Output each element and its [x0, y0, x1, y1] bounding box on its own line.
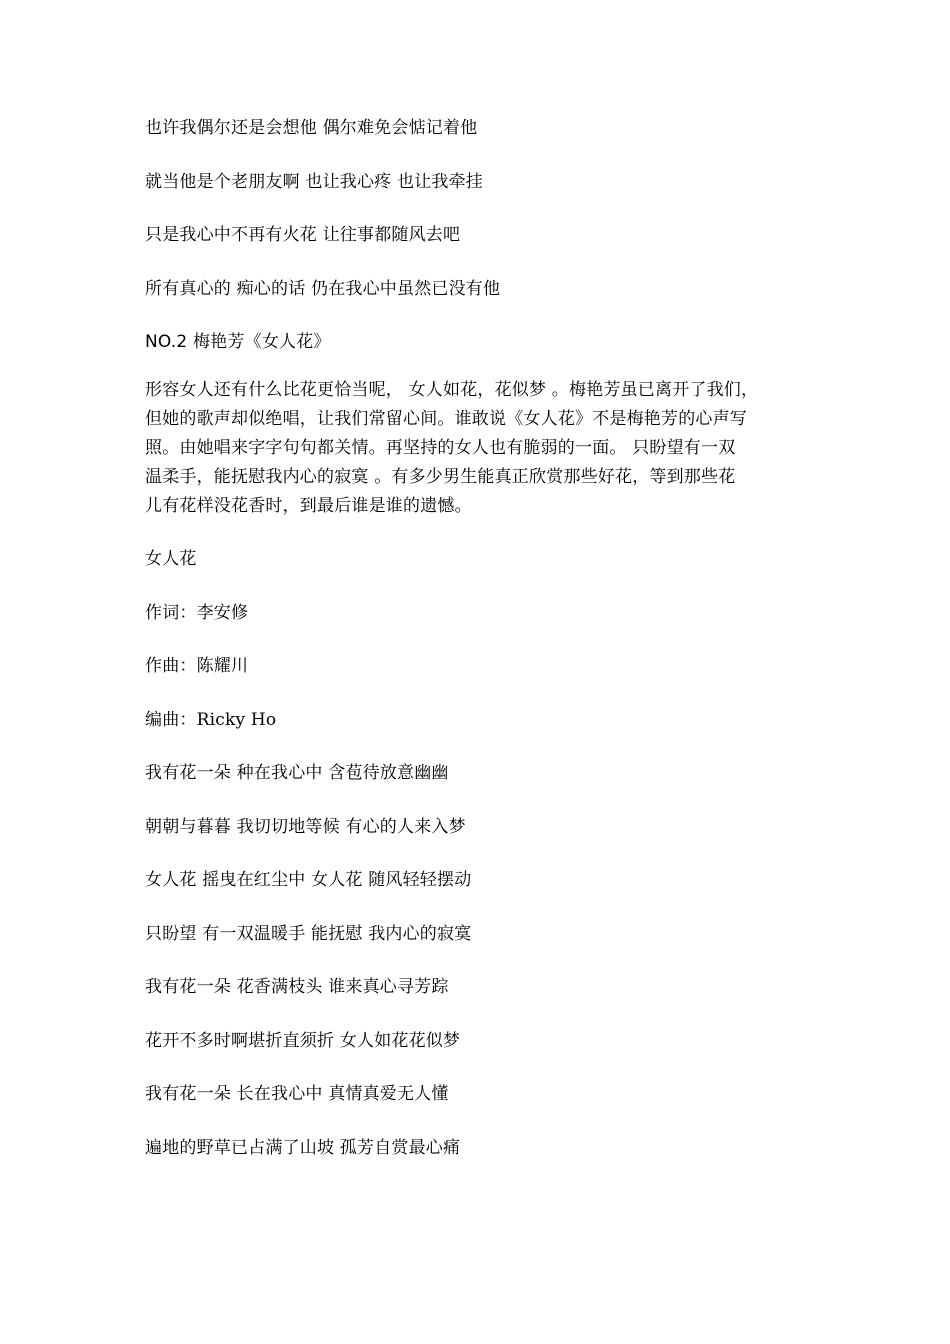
lyric-line: 我有花一朵 花香满枝头 谁来真心寻芳踪: [145, 977, 449, 997]
description-line: 形容女人还有什么比花更恰当呢， 女人如花，花似梦 。梅艳芳虽已离开了我们，: [145, 380, 759, 400]
lyric-line: 遍地的野草已占满了山坡 孤芳自赏最心痛: [145, 1137, 461, 1158]
lyric-line: 我有花一朵 种在我心中 含苞待放意幽幽: [145, 763, 449, 783]
document-page: [145, 116, 815, 1189]
composer-credit: 作曲：陈耀川: [145, 656, 249, 676]
lyric-line: 朝朝与暮暮 我切切地等候 有心的人来入梦: [145, 816, 466, 837]
lyric-line: 也许我偶尔还是会想他 偶尔难免会惦记着他: [145, 118, 478, 138]
arranger-credit: 编曲：Ricky Ho: [145, 709, 277, 730]
lyric-line: 花开不多时啊堪折直须折 女人如花花似梦: [145, 1030, 461, 1051]
lyric-line: 我有花一朵 长在我心中 真情真爱无人懂: [145, 1084, 449, 1104]
description-line: 但她的歌声却似绝唱，让我们常留心间。谁敢说《女人花》不是梅艳芳的心声写: [145, 409, 747, 429]
lyric-line: 女人花 摇曳在红尘中 女人花 随风轻轻摆动: [145, 870, 472, 890]
description-line: 温柔手，能抚慰我内心的寂寞 。有多少男生能真正欣赏那些好花，等到那些花: [145, 467, 736, 487]
section-heading: NO.2 梅艳芳《女人花》: [145, 332, 331, 352]
lyric-line: 所有真心的 痴心的话 仍在我心中虽然已没有他: [145, 278, 501, 299]
lyricist-credit: 作词：李安修: [145, 602, 249, 623]
lyric-line: 只是我心中不再有火花 让往事都随风去吧: [145, 225, 461, 245]
song-title: 女人花: [145, 549, 197, 569]
lyric-line: 就当他是个老朋友啊 也让我心疼 也让我牵挂: [145, 171, 484, 192]
description-line: 儿有花样没花香时，到最后谁是谁的遗憾。: [145, 496, 472, 516]
description-paragraph: [145, 376, 815, 521]
description-line: 照。由她唱来字字句句都关情。再坚持的女人也有脆弱的一面。 只盼望有一双: [145, 438, 736, 458]
lyric-line: 只盼望 有一双温暖手 能抚慰 我内心的寂寞: [145, 923, 472, 944]
